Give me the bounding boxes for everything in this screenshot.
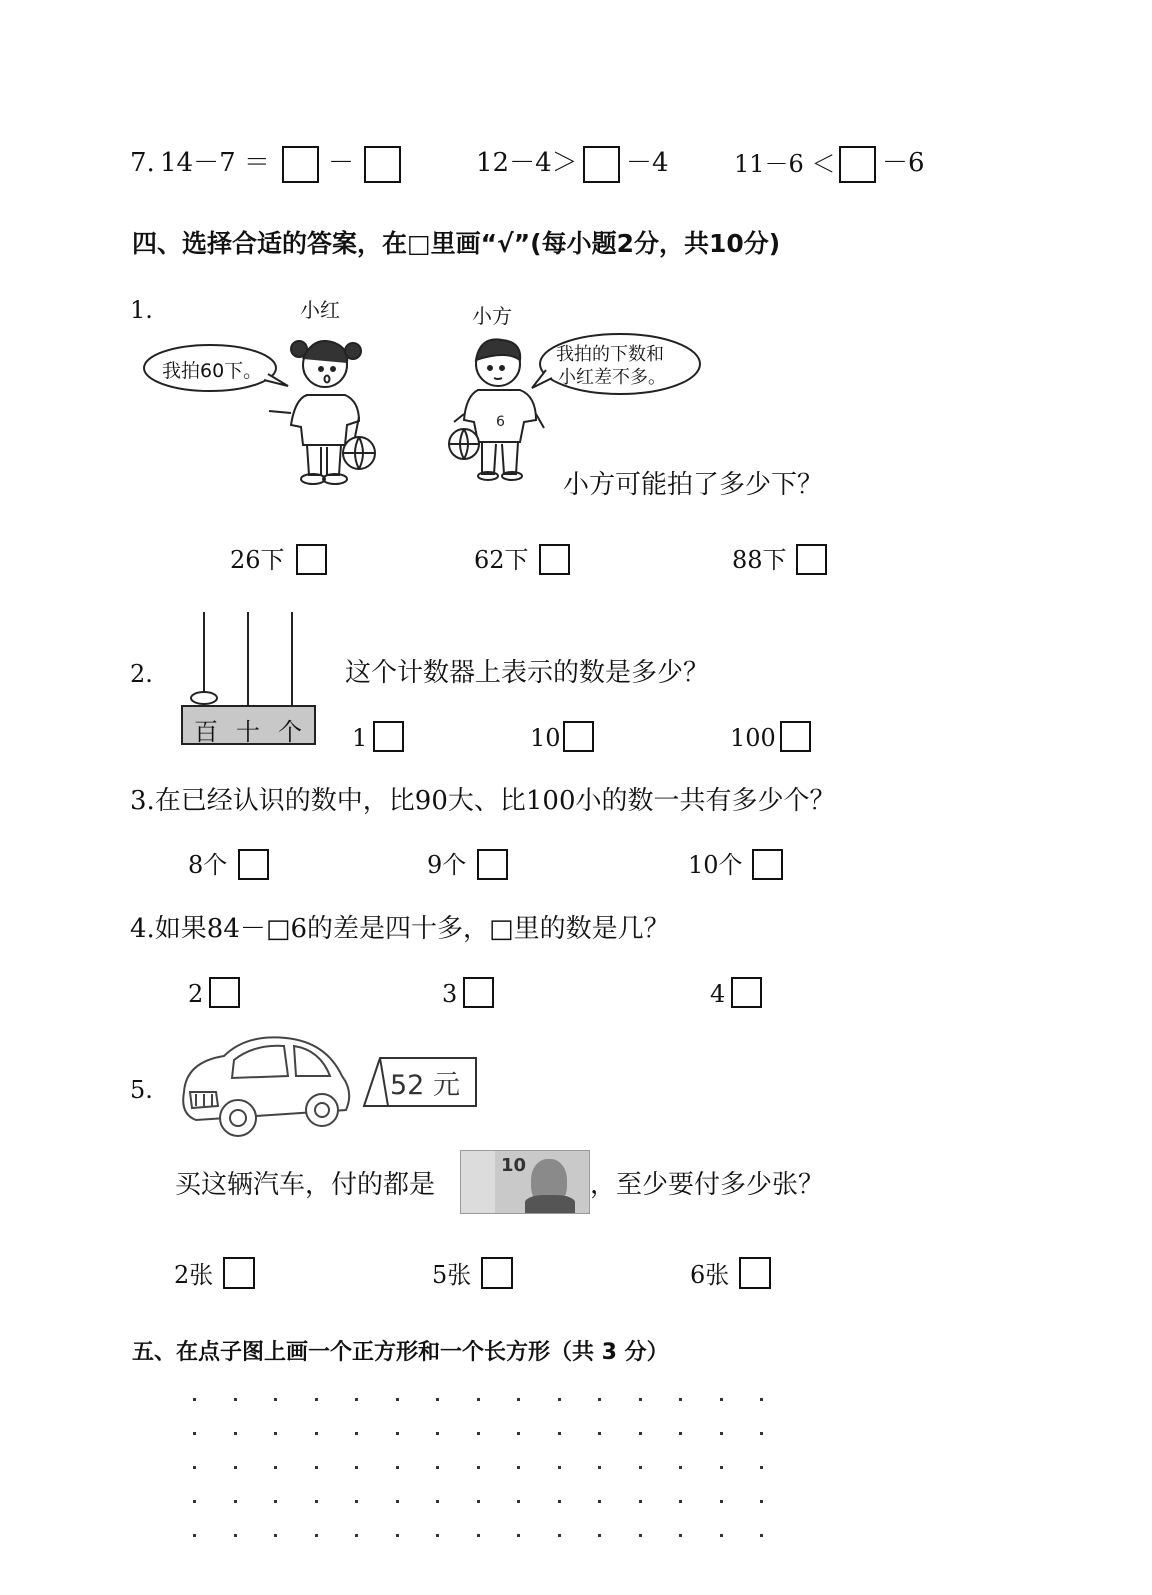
grid-dot — [558, 1466, 561, 1469]
grid-dot — [436, 1534, 439, 1537]
q5-option-1-checkbox[interactable] — [223, 1257, 255, 1289]
grid-dot — [760, 1432, 763, 1435]
q1-option-3-label: 88下 — [732, 546, 787, 574]
q1-question: 小方可能拍了多少下？ — [563, 470, 824, 500]
abacus-label-tens: 十 — [236, 718, 260, 746]
q1-option-1-checkbox[interactable] — [296, 544, 327, 575]
grid-dot — [315, 1500, 318, 1503]
q3-question: 3.在已经认识的数中，比90大、比100小的数一共有多少个？ — [130, 786, 836, 816]
q7-tail2: －4 — [626, 148, 669, 178]
grid-dot — [679, 1466, 682, 1469]
q2-option-3-label: 100 — [730, 724, 776, 752]
grid-dot — [396, 1500, 399, 1503]
grid-dot — [598, 1534, 601, 1537]
grid-dot — [558, 1398, 561, 1401]
girl-name: 小红 — [300, 298, 340, 322]
q3-option-2-checkbox[interactable] — [477, 849, 508, 880]
q7-tail3: －6 — [882, 148, 925, 178]
boy-name: 小方 — [472, 304, 512, 328]
girl-dribbling-illustration — [255, 325, 380, 490]
toy-car-illustration — [176, 1032, 356, 1142]
grid-dot — [720, 1432, 723, 1435]
ten-yuan-banknote-image — [460, 1150, 590, 1214]
grid-dot — [315, 1466, 318, 1469]
banknote-value: 10 — [501, 1155, 527, 1176]
grid-dot — [558, 1534, 561, 1537]
q4-option-3-checkbox[interactable] — [731, 977, 762, 1008]
boy-speech-line2: 小红差不多。 — [558, 367, 666, 388]
q7-minus: － — [328, 148, 355, 178]
q5-option-3-label: 6张 — [690, 1261, 730, 1289]
abacus-label-hundreds: 百 — [194, 718, 218, 746]
grid-dot — [639, 1432, 642, 1435]
grid-dot — [679, 1534, 682, 1537]
q5-question-part2: ，至少要付多少张？ — [590, 1170, 825, 1200]
grid-dot — [517, 1432, 520, 1435]
grid-dot — [477, 1432, 480, 1435]
q3-option-2-label: 9个 — [427, 851, 467, 879]
q2-number: 2. — [130, 660, 153, 688]
q3-option-3-checkbox[interactable] — [752, 849, 783, 880]
grid-dot — [760, 1534, 763, 1537]
q5-question-part1: 买这辆汽车，付的都是 — [175, 1170, 436, 1200]
grid-dot — [760, 1466, 763, 1469]
q2-option-3-checkbox[interactable] — [780, 721, 811, 752]
grid-dot — [396, 1466, 399, 1469]
q4-option-2-label: 3 — [442, 980, 458, 1008]
q4-option-1-label: 2 — [188, 980, 204, 1008]
grid-dot — [477, 1466, 480, 1469]
grid-dot — [396, 1398, 399, 1401]
grid-dot — [639, 1466, 642, 1469]
section5-title: 五、在点子图上画一个正方形和一个长方形（共 3 分） — [132, 1340, 669, 1365]
q1-number: 1. — [130, 296, 153, 324]
boy-speech-line1: 我拍的下数和 — [556, 344, 664, 365]
q3-option-1-label: 8个 — [188, 851, 228, 879]
grid-dot — [598, 1466, 601, 1469]
grid-dot — [436, 1398, 439, 1401]
q4-question: 4.如果84－□6的差是四十多，□里的数是几？ — [130, 914, 670, 944]
answer-box[interactable] — [583, 146, 620, 183]
grid-dot — [234, 1466, 237, 1469]
grid-dot — [517, 1500, 520, 1503]
grid-dot — [355, 1534, 358, 1537]
grid-dot — [598, 1432, 601, 1435]
grid-dot — [234, 1432, 237, 1435]
grid-dot — [274, 1432, 277, 1435]
grid-dot — [274, 1466, 277, 1469]
grid-dot — [679, 1432, 682, 1435]
section4-title: 四、选择合适的答案，在□里画“√”(每小题2分，共10分) — [132, 229, 781, 258]
grid-dot — [396, 1534, 399, 1537]
grid-dot — [598, 1500, 601, 1503]
q5-option-2-checkbox[interactable] — [481, 1257, 513, 1289]
svg-text:6: 6 — [496, 414, 505, 430]
q1-option-1-label: 26下 — [230, 546, 285, 574]
grid-dot — [193, 1398, 196, 1401]
q5-number: 5. — [130, 1076, 153, 1104]
grid-dot — [477, 1500, 480, 1503]
q5-option-1-label: 2张 — [174, 1261, 214, 1289]
grid-dot — [720, 1466, 723, 1469]
grid-dot — [234, 1500, 237, 1503]
q2-option-2-checkbox[interactable] — [563, 721, 594, 752]
answer-box[interactable] — [839, 146, 876, 183]
grid-dot — [517, 1466, 520, 1469]
q4-option-1-checkbox[interactable] — [209, 977, 240, 1008]
q7-expr2: 12－4＞ — [476, 148, 578, 178]
q2-question: 这个计数器上表示的数是多少？ — [345, 658, 710, 688]
grid-dot — [639, 1534, 642, 1537]
abacus-label-ones: 个 — [278, 718, 302, 746]
grid-dot — [315, 1534, 318, 1537]
grid-dot — [274, 1534, 277, 1537]
q5-option-2-label: 5张 — [432, 1261, 472, 1289]
grid-dot — [274, 1500, 277, 1503]
grid-dot — [436, 1466, 439, 1469]
q4-option-3-label: 4 — [710, 980, 726, 1008]
girl-speech-text: 我拍60下。 — [162, 360, 263, 382]
grid-dot — [436, 1432, 439, 1435]
q7-label: 7. — [130, 148, 155, 178]
grid-dot — [477, 1534, 480, 1537]
grid-dot — [639, 1398, 642, 1401]
q5-option-3-checkbox[interactable] — [739, 1257, 771, 1289]
q3-option-1-checkbox[interactable] — [238, 849, 269, 880]
grid-dot — [234, 1534, 237, 1537]
q7-expr1: 14－7 ＝ — [160, 148, 270, 178]
grid-dot — [274, 1398, 277, 1401]
grid-dot — [193, 1500, 196, 1503]
grid-dot — [315, 1398, 318, 1401]
grid-dot — [396, 1432, 399, 1435]
q2-option-1-checkbox[interactable] — [373, 721, 404, 752]
grid-dot — [234, 1398, 237, 1401]
grid-dot — [517, 1398, 520, 1401]
grid-dot — [193, 1466, 196, 1469]
grid-dot — [193, 1432, 196, 1435]
grid-dot — [355, 1432, 358, 1435]
q4-option-2-checkbox[interactable] — [463, 977, 494, 1008]
grid-dot — [517, 1534, 520, 1537]
grid-dot — [558, 1500, 561, 1503]
q1-option-2-label: 62下 — [474, 546, 529, 574]
q7-expr3: 11－6 ＜ — [734, 150, 836, 178]
grid-dot — [315, 1432, 318, 1435]
grid-dot — [355, 1398, 358, 1401]
grid-dot — [760, 1398, 763, 1401]
grid-dot — [598, 1398, 601, 1401]
grid-dot — [720, 1500, 723, 1503]
q1-option-2-checkbox[interactable] — [539, 544, 570, 575]
grid-dot — [639, 1500, 642, 1503]
grid-dot — [679, 1500, 682, 1503]
grid-dot — [355, 1500, 358, 1503]
price-tag-text: 52 元 — [390, 1070, 460, 1101]
grid-dot — [436, 1500, 439, 1503]
grid-dot — [720, 1398, 723, 1401]
grid-dot — [760, 1500, 763, 1503]
grid-dot — [679, 1398, 682, 1401]
grid-dot — [477, 1398, 480, 1401]
q1-option-3-checkbox[interactable] — [796, 544, 827, 575]
q3-option-3-label: 10个 — [688, 851, 743, 879]
grid-dot — [355, 1466, 358, 1469]
q2-option-1-label: 1 — [352, 724, 368, 752]
grid-dot — [720, 1534, 723, 1537]
answer-box[interactable] — [282, 146, 319, 183]
grid-dot — [558, 1432, 561, 1435]
answer-box[interactable] — [364, 146, 401, 183]
q2-option-2-label: 10 — [530, 724, 561, 752]
dot-grid[interactable] — [190, 1390, 780, 1590]
grid-dot — [193, 1534, 196, 1537]
